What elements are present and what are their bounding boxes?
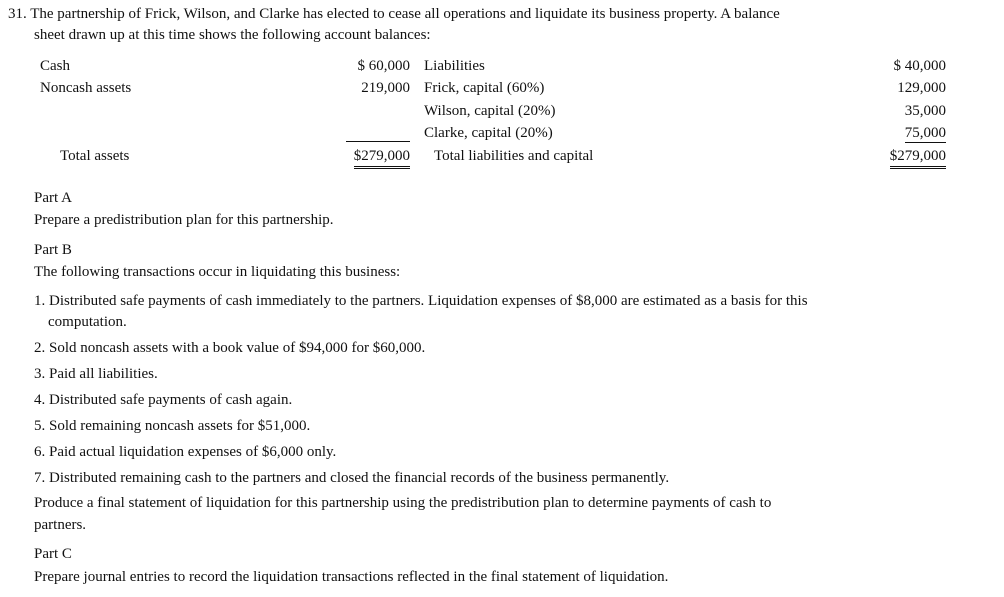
part-b-closing-line2: partners. bbox=[34, 517, 87, 533]
lc-label-frick: Frick, capital (60%) bbox=[424, 80, 545, 96]
asset-subtotal-rule bbox=[346, 141, 410, 142]
problem-intro-line1 bbox=[8, 5, 780, 23]
lc-value-wilson: 35,000 bbox=[904, 103, 946, 119]
total-lc-value: $279,000 bbox=[890, 147, 946, 169]
part-b-heading: Part B bbox=[34, 242, 72, 258]
problem-intro-text: The partnership of Frick, Wilson, and Clarke has elected to cease all operations and liquidate its business property. A balance bbox=[30, 6, 780, 22]
part-b-item-1-cont: computation. bbox=[48, 314, 127, 330]
part-b-item-6: 6. Paid actual liquidation expenses of $6,000 only. bbox=[34, 444, 337, 460]
part-b-item-7: 7. Distributed remaining cash to the partners and closed the financial records of the business permanently. bbox=[34, 470, 670, 486]
part-b-intro: The following transactions occur in liquidating this business: bbox=[34, 264, 401, 280]
asset-label-noncash: Noncash assets bbox=[40, 80, 132, 96]
part-b-item-3: 3. Paid all liabilities. bbox=[34, 366, 158, 382]
part-c-heading: Part C bbox=[34, 546, 72, 562]
problem-number: 31. bbox=[8, 6, 27, 22]
part-b-item-5: 5. Sold remaining noncash assets for $51,000. bbox=[34, 418, 311, 434]
total-assets-value: $279,000 bbox=[354, 147, 410, 169]
total-assets-label: Total assets bbox=[60, 148, 130, 164]
asset-value-cash: $ 60,000 bbox=[357, 58, 410, 74]
lc-value-frick: 129,000 bbox=[897, 80, 946, 96]
lc-label-clarke: Clarke, capital (20%) bbox=[424, 125, 553, 141]
lc-label-liabilities: Liabilities bbox=[424, 58, 485, 74]
part-b-closing-line1: Produce a final statement of liquidation for this partnership using the predistribution plan to determine payments of cash to bbox=[34, 495, 772, 511]
part-b-item-2: 2. Sold noncash assets with a book value of $94,000 for $60,000. bbox=[34, 340, 426, 356]
asset-label-cash: Cash bbox=[40, 58, 70, 74]
problem-intro-line2: sheet drawn up at this time shows the following account balances: bbox=[34, 27, 431, 43]
lc-value-clarke: 75,000 bbox=[904, 125, 946, 141]
asset-value-noncash: 219,000 bbox=[361, 80, 410, 96]
part-b-item-4: 4. Distributed safe payments of cash again. bbox=[34, 392, 293, 408]
part-b-item-1: 1. Distributed safe payments of cash immediately to the partners. Liquidation expenses of $8,000 are estimated as a basis for this bbox=[34, 293, 808, 309]
part-a-heading: Part A bbox=[34, 190, 72, 206]
total-lc-label: Total liabilities and capital bbox=[434, 148, 594, 164]
lc-value-liabilities: $ 40,000 bbox=[893, 58, 946, 74]
part-c-text: Prepare journal entries to record the liquidation transactions reflected in the final statement of liquidation. bbox=[34, 569, 669, 585]
part-a-text: Prepare a predistribution plan for this partnership. bbox=[34, 212, 334, 228]
lc-label-wilson: Wilson, capital (20%) bbox=[424, 103, 556, 119]
